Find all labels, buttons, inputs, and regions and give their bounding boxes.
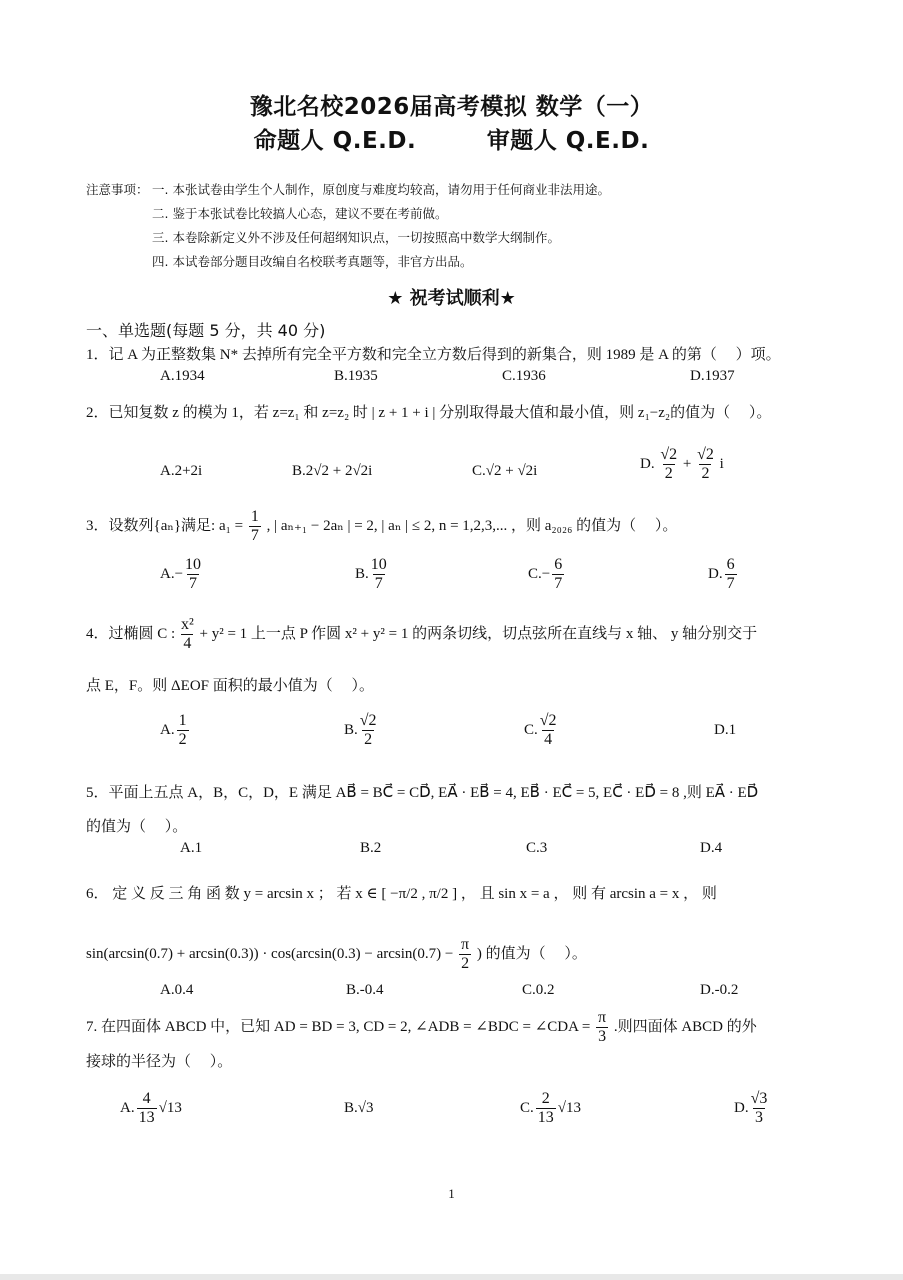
question-7-stem-line-1: 7. 在四面体 ABCD 中，已知 AD = BD = 3, CD = 2, ∠ADB = ∠BDC = ∠CDA = $\frac{\pi}{3}$ .则四面体 ABCD 的外 xyxy=(86,1009,757,1045)
question-2-option-d xyxy=(640,446,724,483)
exam-authors: 命题人 Q.E.D. 审题人 Q.E.D. xyxy=(253,128,650,154)
question-2-option-d-plus: + xyxy=(682,455,692,472)
question-4-stem-line-2: 点 E，F。则 ΔEOF 面积的最小值为（ ）。 xyxy=(86,678,374,694)
question-7-stem-line-2: 接球的半径为（ ）。 xyxy=(86,1054,233,1070)
blessing: ★ 祝考试顺利★ xyxy=(387,288,516,309)
question-2-option-d-frac-2: $\frac{√2}{2}$ xyxy=(697,446,714,482)
question-5-stem-line-2: 的值为（ ）。 xyxy=(86,819,188,835)
notice-item-3: 三. 本卷除新定义外不涉及任何超纲知识点，一切按照高中数学大纲制作。 xyxy=(152,230,560,245)
question-6-interval: [ −π/2 , π/2 ] xyxy=(381,886,458,902)
question-1-option-c: C.1936 xyxy=(502,368,546,384)
question-2-option-d-frac-1: $\frac{√2}{2}$ xyxy=(660,446,678,482)
question-2-stem: 2．已知复数 z 的模为 1，若 z=z₁ 和 z=z₂ 时 | z + 1 + i | 分别取得最大值和最小值，则 z₁−z₂的值为（ ）。 xyxy=(86,405,772,421)
question-3-stem: 3．设数列{aₙ}满足: a₁ = $\frac{1}{7}$ , | aₙ₊₁ − 2aₙ | = 2, | aₙ | ≤ 2, n = 1,2,3,... ，则 a₂₀₂₆ 的值为（ ）。 xyxy=(86,508,678,544)
question-6-stem-line-1: 6． 定 义 反 三 角 函 数 y = arcsin x ； 若 x ∈ [ −π/2 , π/2 ] ， 且 sin x = a ， 则 有 arcsin a = x ， 则 xyxy=(86,886,717,902)
question-2-option-a: A.2+2i xyxy=(160,463,203,479)
question-5-option-d: D.4 xyxy=(700,840,723,856)
bottom-band xyxy=(0,1274,903,1280)
question-6-option-a: A.0.4 xyxy=(160,982,194,998)
question-6-option-b: B.-0.4 xyxy=(346,982,384,998)
question-2-option-b: B.2√2 + 2√2i xyxy=(292,463,373,479)
question-5-option-a: A.1 xyxy=(180,840,203,856)
question-7-option-a: A. $\frac{4}{13}$ √13 xyxy=(120,1090,182,1126)
question-4-option-b: B. $\frac{√2}{2}$ xyxy=(344,712,377,748)
question-1-option-b: B.1935 xyxy=(334,368,378,384)
question-3-option-a: A.− $\frac{10}{7}$ xyxy=(160,556,202,592)
question-1-option-a: A.1934 xyxy=(160,368,205,384)
question-6-stem-line-2: sin(arcsin(0.7) + arcsin(0.3)) · cos(arcsin(0.3) − arcsin(0.7) − $\frac{\pi}{2}$ ) 的值为（ ）。 xyxy=(86,936,587,972)
question-2-option-c: C.√2 + √2i xyxy=(472,463,538,479)
section-heading: 一、单选题(每题 5 分，共 40 分) xyxy=(86,321,326,340)
question-6-option-c: C.0.2 xyxy=(522,982,555,998)
question-3-option-d: D. $\frac{6}{7}$ xyxy=(708,556,735,592)
question-4-option-a: A. $\frac{1}{2}$ xyxy=(160,712,187,748)
question-7-option-d: D. $\frac{√3}{3}$ xyxy=(734,1090,768,1126)
question-4-option-c: C. $\frac{√2}{4}$ xyxy=(524,712,557,748)
question-6-option-d: D.-0.2 xyxy=(700,982,739,998)
question-5-stem-line-1: 5．平面上五点 A，B，C，D，E 满足 AB⃗ = BC⃗ = CD⃗, EA⃗ · EB⃗ = 4, EB⃗ · EC⃗ = 5, EC⃗ · ED⃗ = 8 ,则 EA⃗ · ED⃗ xyxy=(86,785,759,801)
notice-item-4: 四. 本试卷部分题目改编自名校联考真题等，非官方出品。 xyxy=(152,254,473,269)
question-4-option-d: D.1 xyxy=(714,722,737,738)
question-2-option-d-tail: i xyxy=(719,455,724,472)
question-1-stem: 1．记 A 为正整数集 N* 去掉所有完全平方数和完全立方数后得到的新集合，则 1989 是 A 的第（ ）项。 xyxy=(86,347,781,363)
page-number: 1 xyxy=(448,1186,455,1201)
notice-item-1: 一. 本张试卷由学生个人制作，原创度与难度均较高，请勿用于任何商业非法用途。 xyxy=(152,182,610,197)
question-1-option-d: D.1937 xyxy=(690,368,735,384)
question-5-option-c: C.3 xyxy=(526,840,548,856)
exam-title: 豫北名校2026届高考模拟 数学（一） xyxy=(249,94,654,120)
question-7-option-b: B.√3 xyxy=(344,1100,374,1116)
notice-label: 注意事项： xyxy=(86,182,149,197)
question-5-option-b: B.2 xyxy=(360,840,382,856)
question-4-stem-line-1: 4．过椭圆 C : $\frac{\text{x²}}{4}$ + y² = 1 上一点 P 作圆 x² + y² = 1 的两条切线，切点弦所在直线与 x 轴、 y 轴分别交于 xyxy=(86,616,758,652)
question-7-option-c: C. $\frac{2}{13}$ √13 xyxy=(520,1090,581,1126)
question-3-option-b: B. $\frac{10}{7}$ xyxy=(355,556,387,592)
question-3-option-c: C.− $\frac{6}{7}$ xyxy=(528,556,563,592)
question-2-option-d-label: D. xyxy=(640,455,655,472)
notice-item-2: 二. 鉴于本张试卷比较搞人心态，建议不要在考前做。 xyxy=(152,206,448,221)
